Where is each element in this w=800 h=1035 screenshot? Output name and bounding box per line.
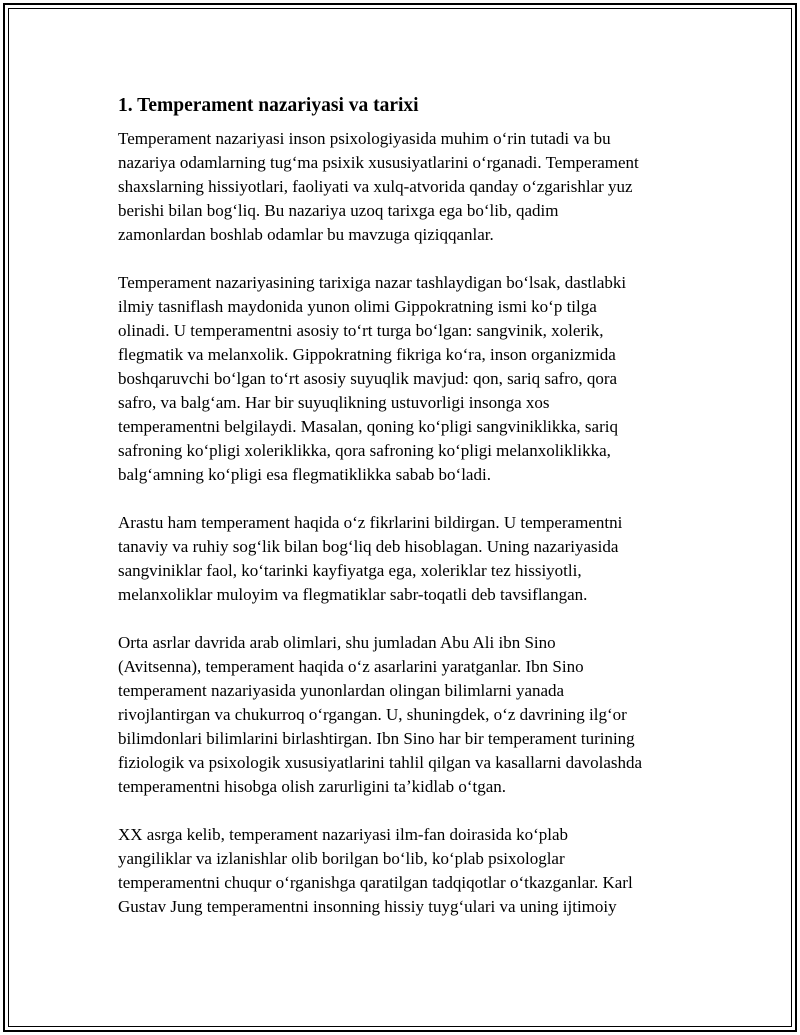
paragraph-aristotle: Arastu ham temperament haqida oʻz fikrlarini bildirgan. U temperamentni tanaviy va ruhiy sogʻlik bilan bogʻliq deb hisoblagan. Uning nazariyasida sangviniklar faol, koʻtarinki kayfiyatga ega, xoleriklar tez hissiyotli, melanxoliklar muloyim va flegmatiklar sabr-toqatli deb tavsiflangan. [118,513,623,604]
paragraph-ibn-sino: Orta asrlar davrida arab olimlari, shu jumladan Abu Ali ibn Sino (Avitsenna), temperament haqida oʻz asarlarini yaratganlar. Ibn Sino temperament nazariyasida yunonlardan olingan bilimlarni yanada rivojlantirgan va chukurroq oʻrgangan. U, shuningdek, oʻz davrining ilgʻor bilimdonlari bilimlarini birlashtirgan. Ibn Sino har bir temperament turining fiziologik va psixologik xususiyatlarini tahlil qilgan va kasallarni davolashda temperamentni hisobga olish zarurligini taʼkidlab oʻtgan. [118,633,643,796]
section-heading: 1. Temperament nazariyasi va tarixi [118,95,419,116]
paragraph-hippocrates: Temperament nazariyasining tarixiga nazar tashlaydigan boʻlsak, dastlabki ilmiy tasniflash maydonida yunon olimi Gippokratning ismi koʻp tilga olinadi. U temperamentni asosiy toʻrt turga boʻlgan: sangvinik, xolerik, flegmatik va melanxolik. Gippokratning fikriga koʻra, inson organizmida boshqaruvchi boʻlgan toʻrt asosiy suyuqlik mavjud: qon, sariq safro, qora safro, va balgʻam. Har bir suyuqlikning ustuvorligi insonga xos temperamentni belgilaydi. Masalan, qoning koʻpligi sangviniklikka, sariq safroning koʻpligi xoleriklikka, qora safroning koʻpligi melanxoliklikka, balgʻamning koʻpligi esa flegmatiklikka sabab boʻladi. [118,273,627,484]
paragraph-20th-century: XX asrga kelib, temperament nazariyasi ilm-fan doirasida koʻplab yangiliklar va izlanishlar olib borilgan boʻlib, koʻplab psixologlar temperamentni chuqur oʻrganishga qaratilgan tadqiqotlar oʻtkazganlar. Karl Gustav Jung temperamentni insonning hissiy tuygʻulari va uning ijtimoiy [118,825,633,916]
document-body [118,93,688,943]
paragraph-intro: Temperament nazariyasi inson psixologiyasida muhim oʻrin tutadi va bu nazariya odamlarning tugʻma psixik xususiyatlarini oʻrganadi. Temperament shaxslarning hissiyotlari, faoliyati va xulq-atvorida qanday oʻzgarishlar yuz berishi bilan bogʻliq. Bu nazariya uzoq tarixga ega boʻlib, qadim zamonlardan boshlab odamlar bu mavzuga qiziqqanlar. [118,129,639,244]
